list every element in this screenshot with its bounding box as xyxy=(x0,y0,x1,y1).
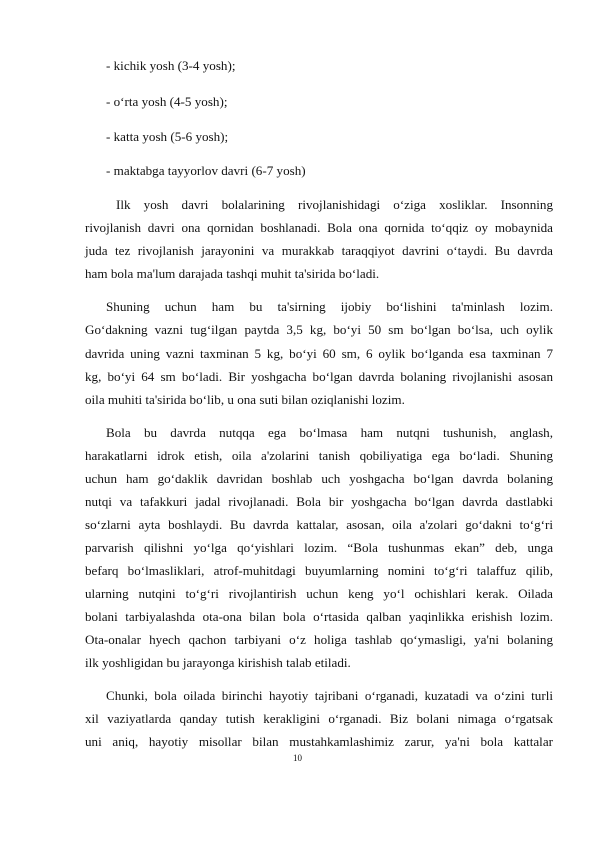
paragraph-2-line-4: kg, bo‘yi 64 sm bo‘ladi. Bir yoshgacha bo‘lgan davrda bolaning rivojlanishi asosan xyxy=(85,369,553,384)
page-number: 10 xyxy=(293,753,302,763)
list-item-orta-yosh: - o‘rta yosh (4-5 yosh); xyxy=(106,94,228,109)
list-item-maktabga-tayyorlov: - maktabga tayyorlov davri (6-7 yosh) xyxy=(106,163,306,178)
paragraph-3-line-1: Bola bu davrda nutqqa ega bo‘lmasa ham nutqni tushunish, anglash, xyxy=(106,425,553,440)
list-item-katta-yosh: - katta yosh (5-6 yosh); xyxy=(106,129,229,144)
paragraph-3-line-10: Ota-onalar hyech qachon tarbiyani o‘z holiga tashlab qo‘ymasligi, ya'ni bolaning xyxy=(85,632,553,647)
list-item-kichik-yosh: - kichik yosh (3-4 yosh); xyxy=(106,58,236,73)
paragraph-2-line-5: oila muhiti ta'sirida bo‘lib, u ona suti bilan oziqlanishi lozim. xyxy=(85,392,405,407)
paragraph-1-line-1: Ilk yosh davri bolalarining rivojlanishidagi o‘ziga xosliklar. Insonning xyxy=(116,197,553,212)
paragraph-2-line-2: Go‘dakning vazni tug‘ilgan paytda 3,5 kg, bo‘yi 50 sm bo‘lgan bo‘lsa, uch oylik xyxy=(85,322,553,337)
paragraph-1-line-3: juda tez rivojlanish jarayonini va murakkab taraqqiyot davrini o‘taydi. Bu davrda xyxy=(85,243,553,258)
paragraph-3-line-7: befarq bo‘lmasliklari, atrof-muhitdagi buyumlarning nomini to‘g‘ri talaffuz qilib, xyxy=(85,563,553,578)
paragraph-3-line-11: ilk yoshligidan bu jarayonga kirishish talab etiladi. xyxy=(85,655,351,670)
paragraph-3-line-3: uchun ham go‘daklik davridan boshlab uch yoshgacha bo‘lgan davrda bolaning xyxy=(85,471,553,486)
paragraph-4-line-3: uni aniq, hayotiy misollar bilan mustahkamlashimiz zarur, ya'ni bola kattalar xyxy=(85,734,553,749)
paragraph-3-line-8: ularning nutqini to‘g‘ri rivojlantirish uchun keng yo‘l ochishlari kerak. Oilada xyxy=(85,586,553,601)
paragraph-3-line-9: bolani tarbiyalashda ota-ona bilan bola o‘rtasida qalban yaqinlikka erishish lozim. xyxy=(85,609,553,624)
paragraph-3-line-4: nutqi va tafakkuri jadal rivojlanadi. Bola bir yoshgacha bo‘lgan davrda dastlabki xyxy=(85,494,553,509)
paragraph-1-line-2: rivojlanish davri ona qornidan boshlanadi. Bola ona qornida to‘qqiz oy mobaynida xyxy=(85,220,553,235)
paragraph-3-line-6: parvarish qilishni yo‘lga qo‘yishlari lozim. “Bola tushunmas ekan” deb, unga xyxy=(85,540,553,555)
paragraph-3-line-2: harakatlarni idrok etish, oila a'zolarini tanish qobiliyatiga ega bo‘ladi. Shuning xyxy=(85,448,553,463)
paragraph-2-line-1: Shuning uchun ham bu ta'sirning ijobiy bo‘lishini ta'minlash lozim. xyxy=(106,299,553,314)
paragraph-2-line-3: davrida uning vazni taxminan 5 kg, bo‘yi 60 sm, 6 oylik bo‘lganda esa taxminan 7 xyxy=(85,346,553,361)
paragraph-3-line-5: so‘zlarni ayta boshlaydi. Bu davrda kattalar, asosan, oila a'zolari go‘dakni to‘g‘ri xyxy=(85,517,553,532)
paragraph-4-line-1: Chunki, bola oilada birinchi hayotiy tajribani o‘rganadi, kuzatadi va o‘zini turli xyxy=(106,688,553,703)
paragraph-1-line-4: ham bola ma'lum darajada tashqi muhit ta'sirida bo‘ladi. xyxy=(85,266,380,281)
paragraph-4-line-2: xil vaziyatlarda qanday tutish kerakligini o‘rganadi. Biz bolani nimaga o‘rgatsak xyxy=(85,711,553,726)
